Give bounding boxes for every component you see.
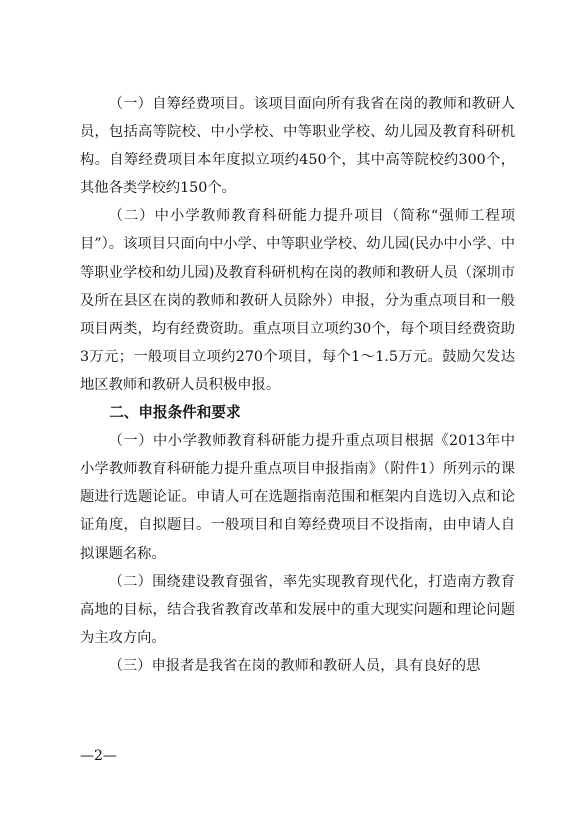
paragraph-requirement-3: （三）申报者是我省在岗的教师和教研人员，具有良好的思 — [108, 657, 481, 674]
document-body — [80, 90, 515, 680]
paragraph-requirement-1: （一）中小学教师教育科研能力提升重点项目根据《2013年中小学教师教育科研能力提升重点项目申报指南》（附件1）所列示的课题进行选题论证。申请人可在选题指南范围和框架内自选切入点和论证角度，自拟题目。一般项目和自筹经费项目不设指南，由申请人自拟课题名称。 — [80, 433, 515, 562]
paragraph-teacher-research-projects: （二）中小学教师教育科研能力提升项目（简称“强师工程项目”）。该项目只面向中小学、中等职业学校、幼儿园(民办中小学、中等职业学校和幼儿园)及教育科研机构在岗的教师和教研人员（深圳市及所在县区在岗的教师和教研人员除外）申报，分为重点项目和一般项目两类，均有经费资助。重点项目立项约30个，每个项目经费资助3万元；一般项目立项约270个项目，每个1～1.5万元。鼓励欠发达地区教师和教研人员积极申报。 — [80, 208, 515, 393]
page-number: —2— — [80, 748, 117, 764]
section-heading-application-requirements: 二、申报条件和要求 — [109, 404, 241, 422]
paragraph-self-funded-projects: （一）自筹经费项目。该项目面向所有我省在岗的教师和教研人员，包括高等院校、中小学校、中等职业学校、幼儿园及教育科研机构。自筹经费项目本年度拟立项约450个，其中高等院校约300个，其他各类学校约150个。 — [80, 96, 515, 197]
paragraph-requirement-2: （二）围绕建设教育强省，率先实现教育现代化，打造南方教育高地的目标，结合我省教育改革和发展中的重大现实问题和理论问题为主攻方向。 — [80, 573, 515, 646]
